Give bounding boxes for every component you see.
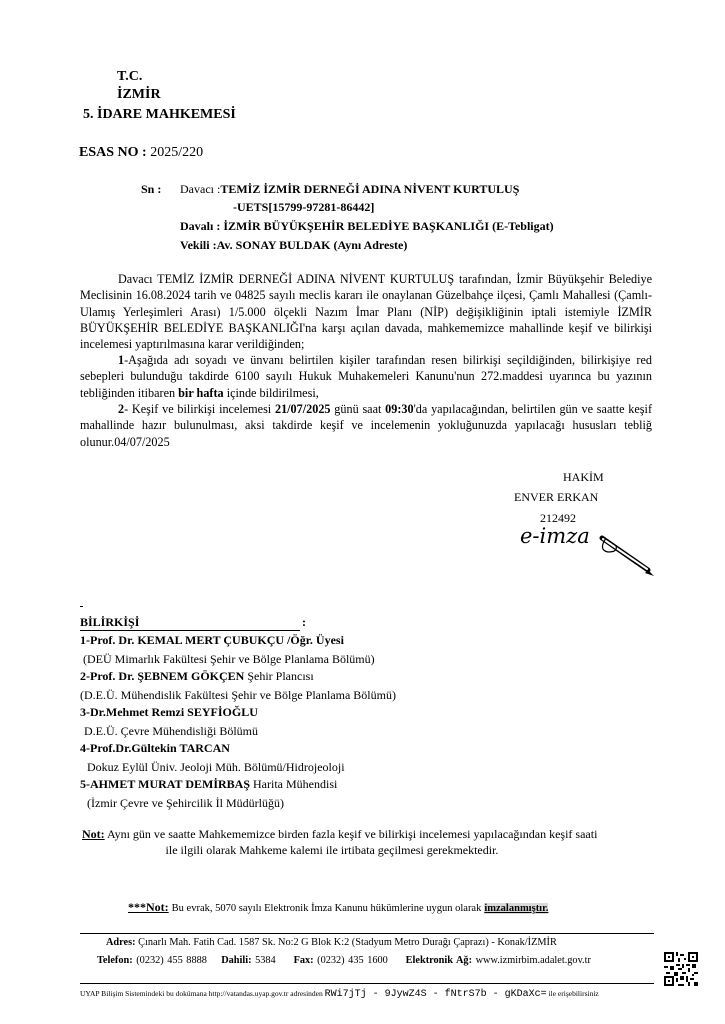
experts-title: BİLİRKİŞİ : <box>80 615 306 629</box>
expert-1-org: (DEÜ Mimarlık Fakültesi Şehir ve Bölge Planlama Bölümü) <box>83 652 375 666</box>
body-paragraph-1: Davacı TEMİZ İZMİR DERNEĞİ ADINA NİVENT KURTULUŞ tarafından, İzmir Büyükşehir Belediye Meclisinin 16.08.2024 tarih ve 04825 sayılı meclis kararı ile onaylanan Güzelbahçe ilçesi, Çamlı Mahallesi (Çamlı-Ulamış Yerleşimleri Arası) 1/5.000 ölçekli Nazım İmar Planı (NİP) değişikliğinin iptali istemiyle İZMİR BÜYÜKŞEHİR BELEDİYE BAŞKANLIĞI'na karşı açılan davada, mahkememizce mahallinde keşif ve bilirkişi incelemesi yaptırılmasına karar verildiğinden; <box>80 272 652 352</box>
addressee-sn: Sn : <box>141 182 162 196</box>
note-line-2: ile ilgili olarak Mahkeme kalemi ile irtibata geçilmesi gerekmektedir. <box>165 843 499 857</box>
expert-1-name: 1-Prof. Dr. KEMAL MERT ÇUBUKÇU /Öğr. Üyesi <box>80 633 344 647</box>
contact-line: Telefon: (0232) 455 8888 Dahili: 5384 Fax: (0232) 435 1600 Elektronik Ağ: www.izmirbim.adalet.gov.tr <box>97 955 591 966</box>
header-tc: T.C. <box>117 69 143 84</box>
davali-line: Davalı : İZMİR BÜYÜKŞEHİR BELEDİYE BAŞKANLIĞI (E-Tebligat) <box>180 219 554 233</box>
expert-2-org: (D.E.Ü. Mühendislik Fakültesi Şehir ve Bölge Planlama Bölümü) <box>80 688 396 702</box>
expert-3-org: D.E.Ü. Çevre Mühendisliği Bölümü <box>84 724 258 738</box>
uyap-line: UYAP Bilişim Sistemindeki bu dokümana http://vatandas.uyap.gov.tr adresinden RWi7jTj - 9JywZ4S - fNtrS7b - gKDaXc= ile erişebilirsiniz <box>80 989 599 1000</box>
signature-number: 212492 <box>540 511 576 525</box>
expert-5-name: 5-AHMET MURAT DEMİRBAŞ Harita Mühendisi <box>80 777 338 791</box>
esas-no: ESAS NO : 2025/220 <box>79 145 204 160</box>
header-city: İZMİR <box>117 87 161 102</box>
expert-4-name: 4-Prof.Dr.Gültekin TARCAN <box>80 741 230 755</box>
body-paragraph-2: 1-Aşağıda adı soyadı ve ünvanı belirtilen kişiler tarafından resen bilirkişi seçildiğinden, bilirkişiye red sebepleri bulunduğu takdirde 6100 sayılı Hukuk Muhakemeleri Kanunu'nun 272.maddesi uyarınca bu yazının tebliğinden itibaren bir hafta içinde bildirilmesi, <box>80 353 652 400</box>
expert-4-org: Dokuz Eylül Üniv. Jeoloji Müh. Bölümü/Hidrojeoloji <box>87 760 345 774</box>
qr-code-icon <box>664 952 698 986</box>
note: Not: Aynı gün ve saatte Mahkememizce birden fazla keşif ve bilirkişi incelemesi yapılacağından keşif saati <box>82 827 598 841</box>
signature-name: ENVER ERKAN <box>514 490 599 504</box>
vekili-line: Vekili :Av. SONAY BULDAK (Aynı Adreste) <box>180 238 408 252</box>
signature-title: HAKİM <box>563 470 604 484</box>
expert-2-name: 2-Prof. Dr. ŞEBNEM GÖKÇEN Şehir Plancısı <box>80 669 314 683</box>
address-divider <box>80 933 654 934</box>
eimza-signature: e-imza <box>520 524 590 548</box>
davaci-line: Davacı :TEMİZ İZMİR DERNEĞİ ADINA NİVENT KURTULUŞ <box>180 182 520 196</box>
marker-dot <box>80 606 83 607</box>
address-line: Adres: Çınarlı Mah. Fatih Cad. 1587 Sk. No:2 G Blok K:2 (Stadyum Metro Durağı Çaprazı) - Konak/İZMİR <box>106 937 557 948</box>
uets-line: -UETS[15799-97281-86442] <box>233 200 375 214</box>
expert-3-name: 3-Dr.Mehmet Remzi SEYFİOĞLU <box>80 705 258 719</box>
expert-5-org: (İzmir Çevre ve Şehircilik İl Müdürlüğü) <box>87 796 284 810</box>
court-name: 5. İDARE MAHKEMESİ <box>83 107 236 122</box>
pen-icon <box>598 530 658 580</box>
uyap-divider <box>80 983 654 984</box>
body-paragraph-3: 2- Keşif ve bilirkişi incelemesi 21/07/2025 günü saat 09:30'da yapılacağından, belirtilen gün ve saatte keşif mahallinde hazır bulunulması, aksi takdirde keşif ve incelemenin yokluğunuzda yapılacağı hususları tebliğ olunur.04/07/2025 <box>80 402 652 449</box>
footer-note: ***Not: Bu evrak, 5070 sayılı Elektronik İmza Kanunu hükümlerine uygun olarak imzalanmıştır. <box>128 900 549 914</box>
